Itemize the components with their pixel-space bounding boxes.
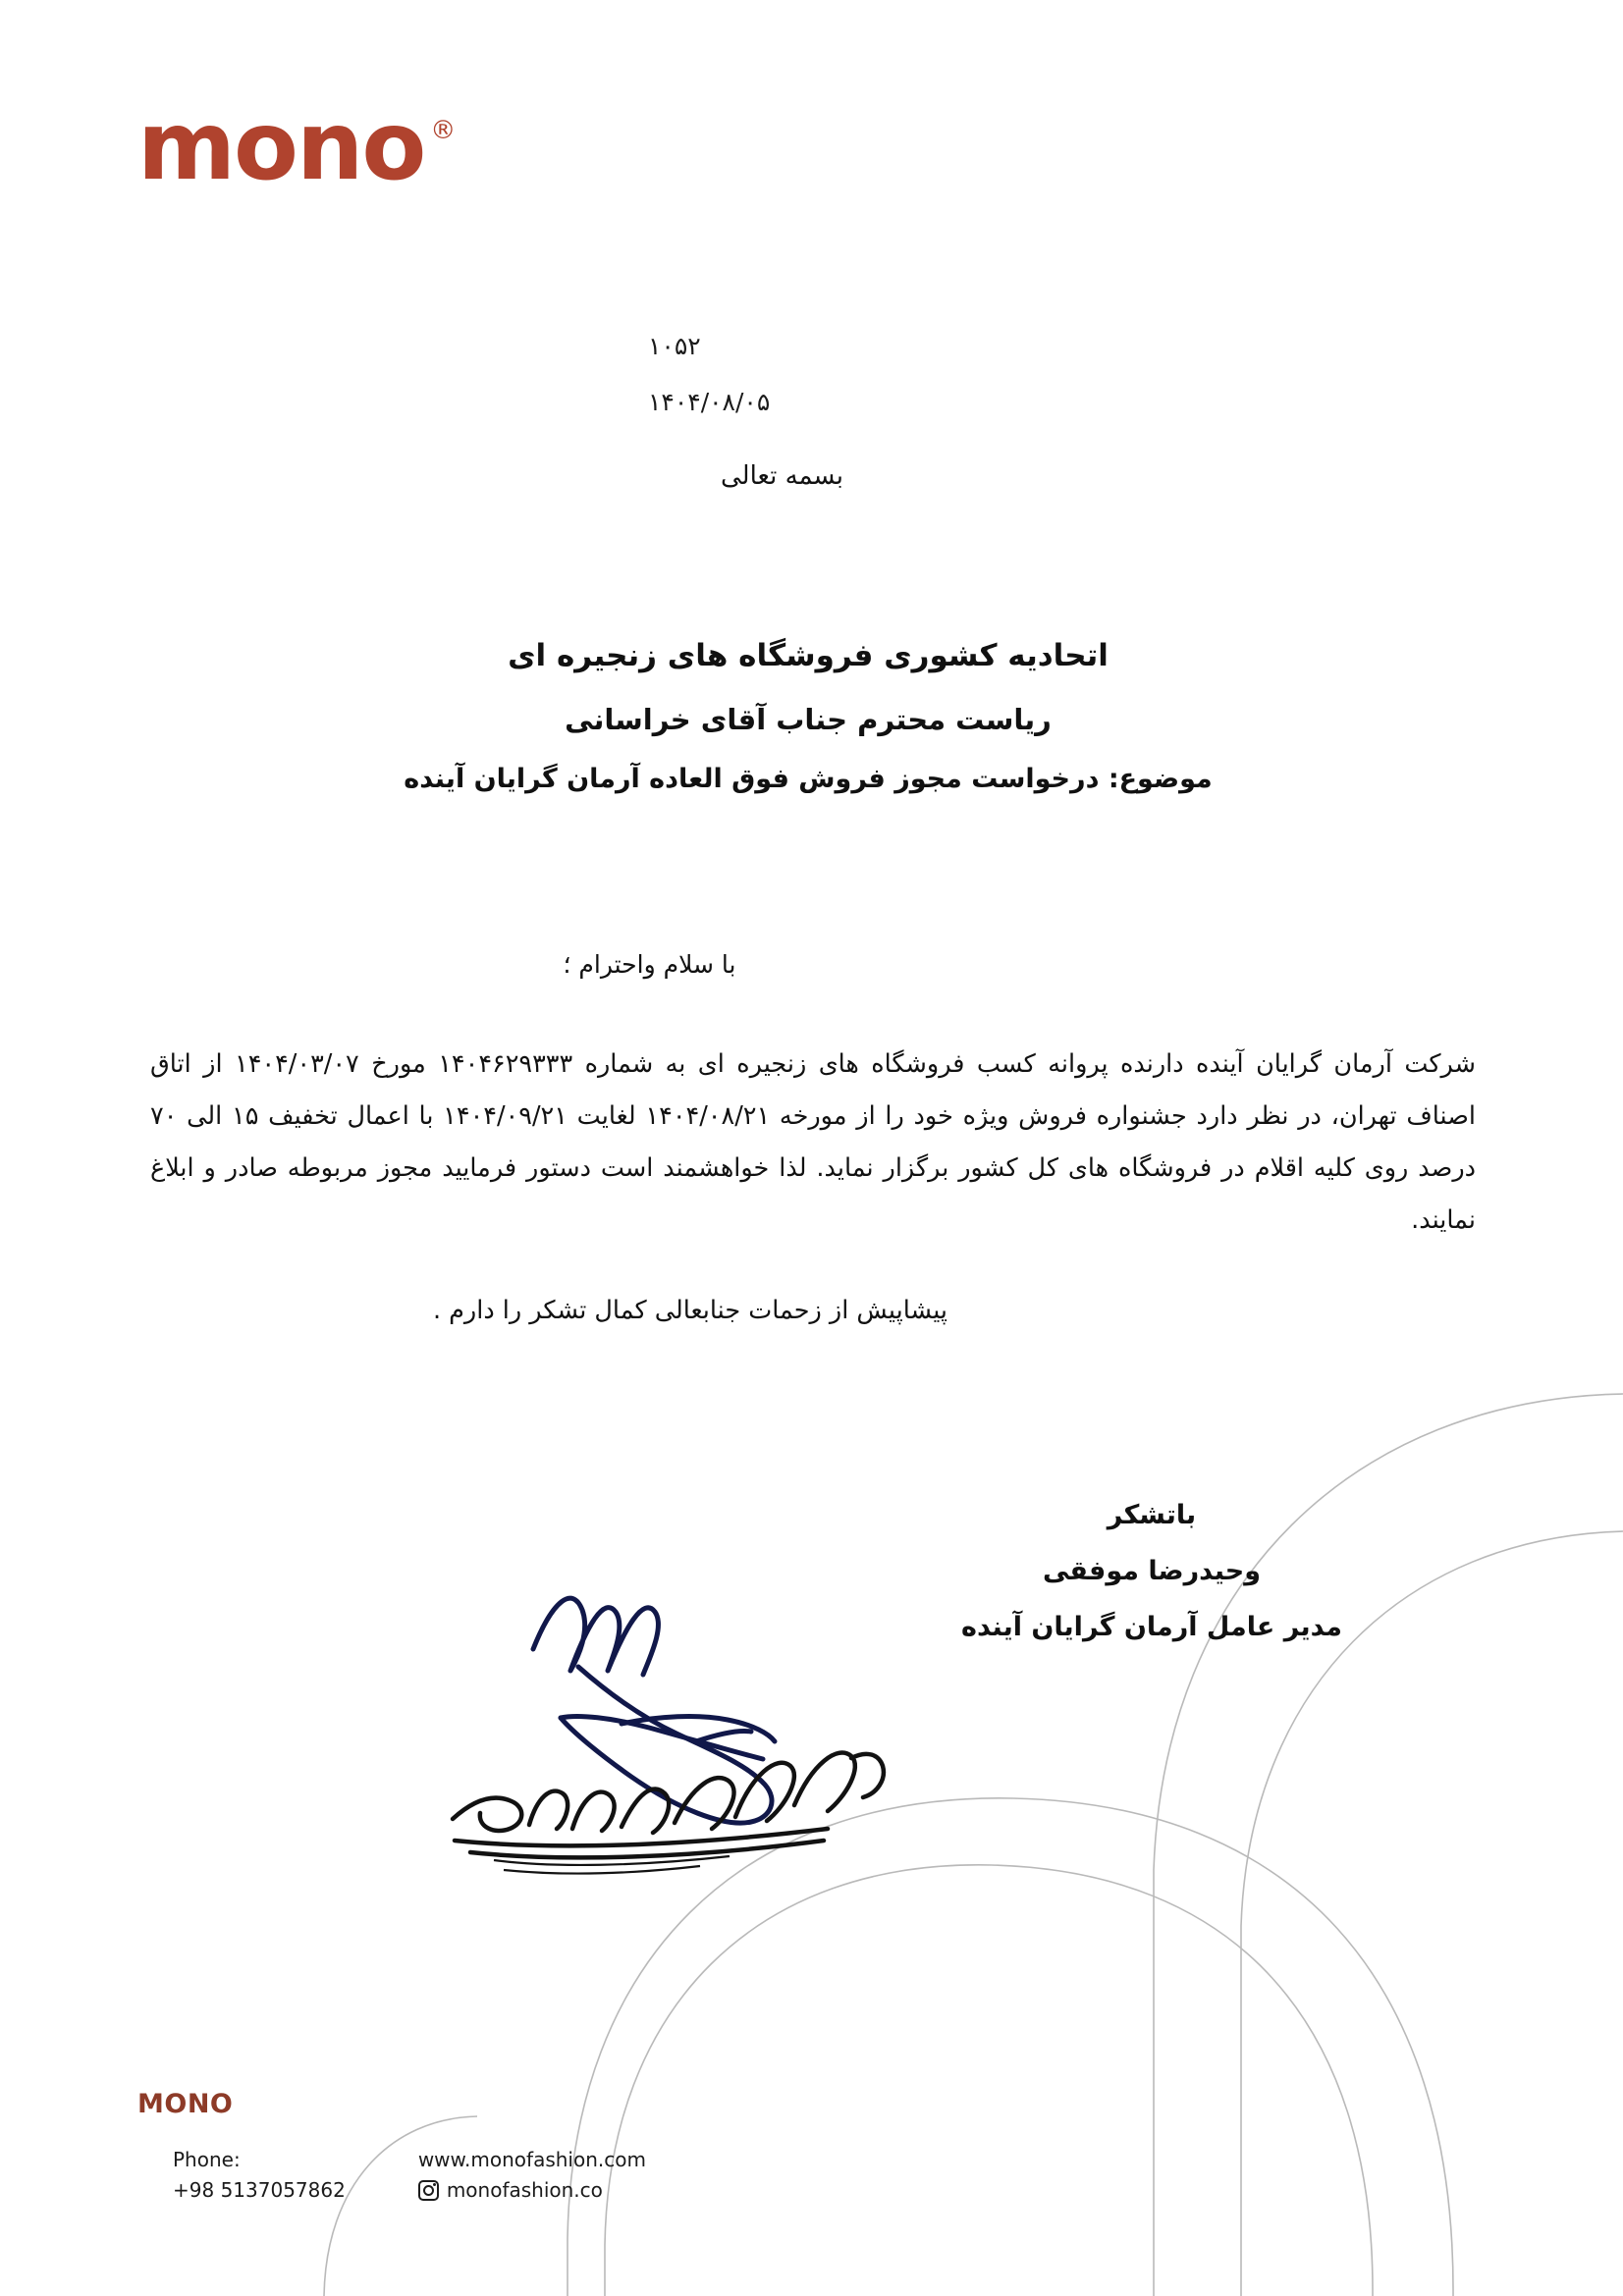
registered-trademark-icon: ® (430, 116, 457, 145)
page-footer (137, 2089, 646, 2206)
logo-wordmark: mono (137, 91, 425, 201)
instagram-handle[interactable]: monofashion.co (446, 2178, 603, 2202)
footer-website-row[interactable] (418, 2145, 646, 2175)
footer-phone-value-row (173, 2175, 346, 2206)
phone-value: +98 5137057862 (173, 2178, 346, 2202)
website-url[interactable]: www.monofashion.com (417, 2148, 646, 2171)
invocation-text: بسمه تعالی (721, 461, 843, 491)
document-date: ۱۴۰۴/۰۸/۰۵ (648, 388, 771, 416)
handwritten-signature (386, 1531, 995, 1885)
footer-contact (137, 2145, 646, 2206)
addressee-recipient: ریاست محترم جناب آقای خراسانی (565, 703, 1052, 736)
footer-phone-column (173, 2145, 346, 2206)
document-subject: موضوع: درخواست مجوز فروش فوق العاده آرمان گرایان آینده (404, 764, 1213, 794)
footer-web-column (418, 2145, 646, 2206)
salutation: با سلام واحترام ؛ (563, 950, 736, 979)
signature-thanks: باتشکر (1107, 1500, 1197, 1530)
body-paragraph: شرکت آرمان گرایان آینده دارنده پروانه کسب فروشگاه های زنجیره ای به شماره ۱۴۰۴۶۲۹۳۳۳ مورخ ۱۴۰۴/۰۳/۰۷ از اتاق اصناف تهران، در نظر دارد جشنواره فروش ویژه خود را از مورخه ۱۴۰۴/۰۸/۲۱ لغایت ۱۴۰۴/۰۹/۲۱ با اعمال تخفیف ۱۵ الی ۷۰ درصد روی کلیه اقلام در فروشگاه های کل کشور برگزار نماید. لذا خواهشمند است دستور فرمایید مجوز مربوطه صادر و ابلاغ نمایند. (150, 1049, 1476, 1236)
signature-block (916, 1500, 1387, 1642)
footer-phone-label-row (173, 2145, 346, 2175)
document-number: ۱۰۵۲ (648, 332, 701, 360)
addressee-organization: اتحادیه کشوری فروشگاه های زنجیره ای (508, 638, 1109, 673)
closing-line: پیشاپیش از زحمات جنابعالی کمال تشکر را دارم . (432, 1296, 948, 1325)
addressee-block (229, 638, 1387, 794)
company-stamp (435, 1703, 896, 1890)
footer-instagram-row[interactable] (418, 2175, 646, 2206)
signatory-title: مدیر عامل آرمان گرایان آینده (961, 1612, 1342, 1642)
footer-brand: MONO (137, 2089, 234, 2119)
document-meta (0, 332, 1623, 444)
instagram-icon (418, 2180, 439, 2201)
signatory-name: وحیدرضا موفقی (1042, 1556, 1262, 1586)
invocation-line (0, 461, 1623, 491)
phone-label: Phone: (173, 2148, 241, 2171)
company-logo (137, 91, 457, 201)
